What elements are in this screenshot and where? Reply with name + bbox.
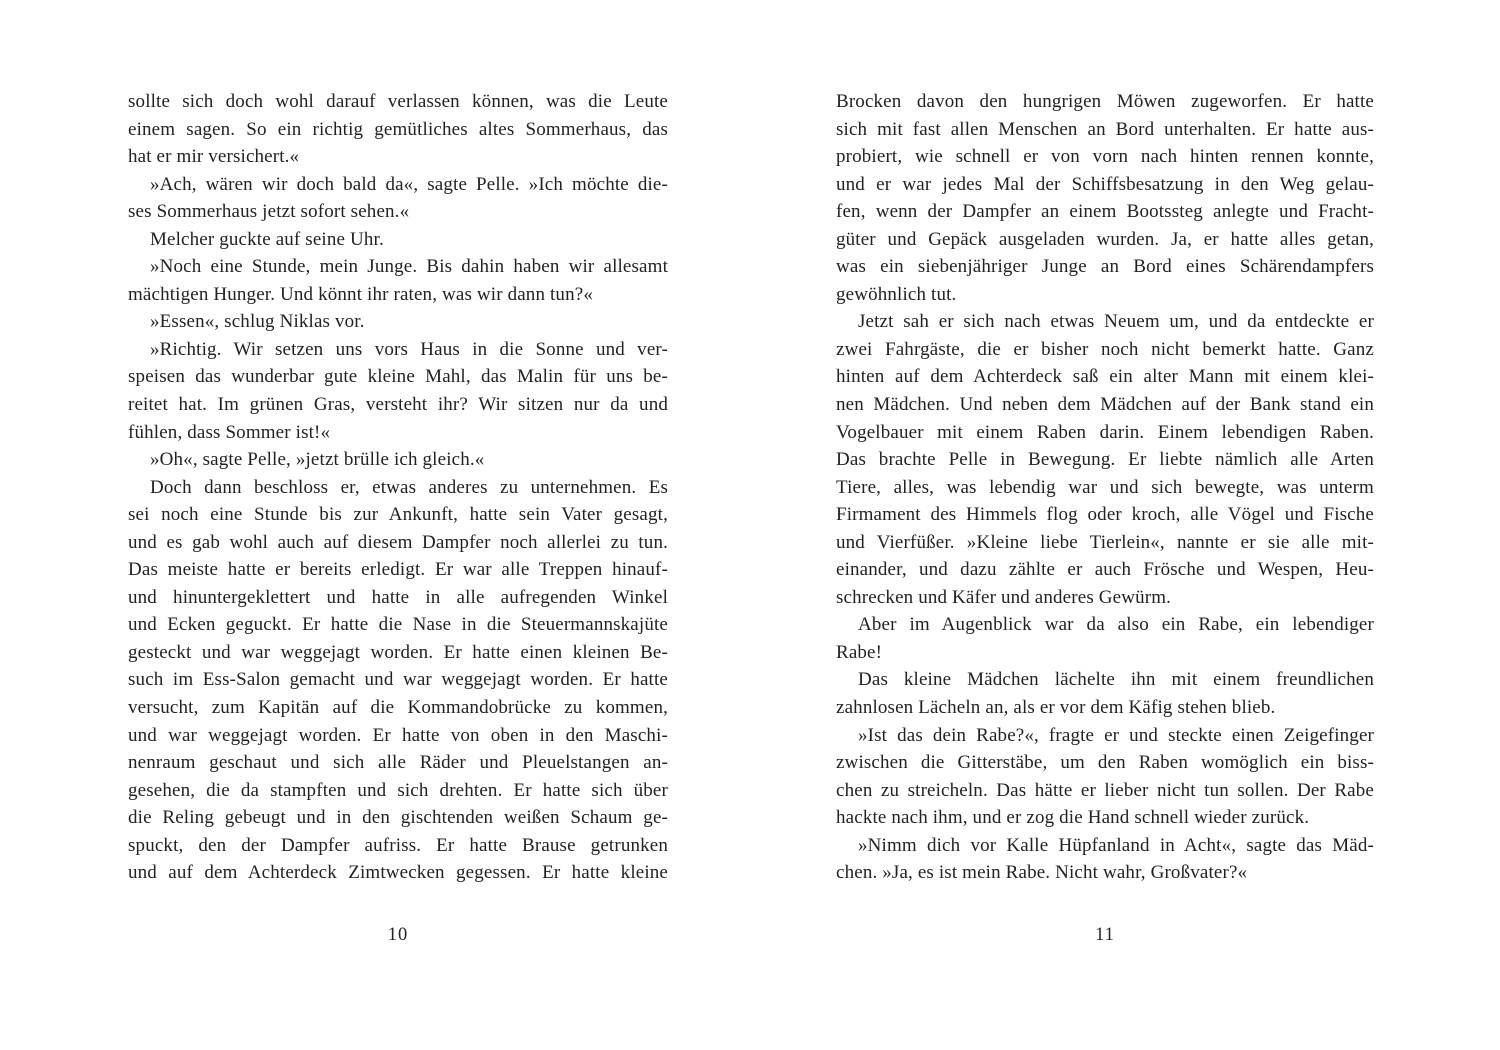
text-line: zwei Fahrgäste, die er bisher noch nicht bemerkt hatte. Ganz — [836, 338, 1374, 360]
text-line: Vogelbauer mit einem Raben darin. Einem lebendigen Raben. — [836, 421, 1374, 443]
text-line: »Essen«, schlug Niklas vor. — [150, 311, 365, 333]
text-line: sich mit fast allen Menschen an Bord unterhalten. Er hatte aus- — [836, 118, 1374, 140]
left-page-text-column — [128, 88, 668, 887]
text-line: »Noch eine Stunde, mein Junge. Bis dahin haben wir allesamt — [150, 256, 668, 278]
text-line: Rabe! — [836, 641, 883, 663]
text-line: »Nimm dich vor Kalle Hüpfanland in Acht«, sagte das Mäd- — [858, 834, 1374, 856]
text-line: chen. »Ja, es ist mein Rabe. Nicht wahr, Großvater?« — [836, 862, 1248, 884]
text-line: Melcher guckte auf seine Uhr. — [150, 228, 384, 250]
left-page-number: 10 — [387, 925, 409, 945]
text-line: hat er mir versichert.« — [128, 146, 300, 168]
text-line: probiert, wie schnell er von vorn nach hinten rennen konnte, — [836, 146, 1374, 168]
text-line: sei noch eine Stunde bis zur Ankunft, hatte sein Vater gesagt, — [128, 504, 668, 526]
text-line: gesteckt und war weggejagt worden. Er hatte einen kleinen Be- — [128, 641, 668, 663]
text-line: zahnlosen Lächeln an, als er vor dem Käfig stehen blieb. — [836, 697, 1276, 719]
text-line: »Oh«, sagte Pelle, »jetzt brülle ich gleich.« — [150, 449, 485, 471]
text-line: zwischen die Gitterstäbe, um den Raben womöglich ein biss- — [836, 752, 1374, 774]
text-line: gesehen, die da stampften und sich drehten. Er hatte sich über — [128, 779, 668, 801]
right-page-number: 11 — [1095, 925, 1115, 945]
text-line: Jetzt sah er sich nach etwas Neuem um, und da entdeckte er — [858, 311, 1374, 333]
text-line: chen zu streicheln. Das hätte er lieber nicht tun sollen. Der Rabe — [836, 779, 1374, 801]
text-line: und er war jedes Mal der Schiffsbesatzung in den Weg gelau- — [836, 173, 1374, 195]
text-line: einem sagen. So ein richtig gemütliches altes Sommerhaus, das — [128, 118, 668, 140]
text-line: speisen das wunderbar gute kleine Mahl, das Malin für uns be- — [128, 366, 668, 388]
text-line: gewöhnlich tut. — [836, 283, 957, 305]
text-line: Tiere, alles, was lebendig war und sich bewegte, was unterm — [836, 476, 1374, 498]
text-line: was ein siebenjähriger Junge an Bord eines Schärendampfers — [836, 256, 1374, 278]
text-line: Das kleine Mädchen lächelte ihn mit einem freundlichen — [858, 669, 1374, 691]
text-line: hackte nach ihm, und er zog die Hand schnell wieder zurück. — [836, 807, 1310, 829]
text-line: »Richtig. Wir setzen uns vors Haus in die Sonne und ver- — [150, 338, 668, 360]
text-line: güter und Gepäck ausgeladen wurden. Ja, er hatte alles getan, — [836, 228, 1374, 250]
text-line: Das brachte Pelle in Bewegung. Er liebte nämlich alle Arten — [836, 449, 1374, 471]
text-line: ses Sommerhaus jetzt sofort sehen.« — [128, 201, 410, 223]
text-line: schrecken und Käfer und anderes Gewürm. — [836, 586, 1172, 608]
text-line: und Ecken geguckt. Er hatte die Nase in die Steuermannskajüte — [128, 614, 668, 636]
text-line: sollte sich doch wohl darauf verlassen können, was die Leute — [128, 91, 668, 112]
text-line: Brocken davon den hungrigen Möwen zugeworfen. Er hatte — [836, 91, 1374, 112]
text-line: und Vierfüßer. »Kleine liebe Tierlein«, nannte er sie alle mit- — [836, 531, 1374, 553]
text-line: versucht, zum Kapitän auf die Kommandobrücke zu kommen, — [128, 697, 668, 719]
text-line: Firmament des Himmels flog oder kroch, alle Vögel und Fische — [836, 504, 1374, 526]
text-line: spuckt, den der Dampfer aufriss. Er hatte Brause getrunken — [128, 834, 668, 856]
right-page — [836, 0, 1374, 1050]
text-line: einander, und dazu zählte er auch Frösche und Wespen, Heu- — [836, 559, 1374, 581]
text-line: »Ach, wären wir doch bald da«, sagte Pelle. »Ich möchte die- — [150, 173, 668, 195]
text-line: Doch dann beschloss er, etwas anderes zu unternehmen. Es — [150, 476, 668, 498]
text-line: fen, wenn der Dampfer an einem Bootssteg anlegte und Fracht- — [836, 201, 1374, 223]
text-line: »Ist das dein Rabe?«, fragte er und steckte einen Zeigefinger — [858, 724, 1374, 746]
text-line: nen Mädchen. Und neben dem Mädchen auf der Bank stand ein — [836, 394, 1374, 416]
text-line: fühlen, dass Sommer ist!« — [128, 421, 331, 443]
text-line: und war weggejagt worden. Er hatte von oben in den Maschi- — [128, 724, 668, 746]
text-line: nenraum geschaut und sich alle Räder und Pleuelstangen an- — [128, 752, 668, 774]
text-line: und es gab wohl auch auf diesem Dampfer noch allerlei zu tun. — [128, 531, 668, 553]
text-line: Aber im Augenblick war da also ein Rabe, ein lebendiger — [858, 614, 1374, 636]
text-line: und auf dem Achterdeck Zimtwecken gegessen. Er hatte kleine — [128, 862, 668, 884]
text-line: und hinuntergeklettert und hatte in alle aufregenden Winkel — [128, 586, 668, 608]
left-page — [128, 0, 668, 1050]
text-line: reitet hat. Im grünen Gras, versteht ihr? Wir sitzen nur da und — [128, 394, 668, 416]
text-line: die Reling gebeugt und in den gischtenden weißen Schaum ge- — [128, 807, 668, 829]
right-page-text-column — [836, 88, 1374, 887]
text-line: hinten auf dem Achterdeck saß ein alter Mann mit einem klei- — [836, 366, 1374, 388]
text-line: mächtigen Hunger. Und könnt ihr raten, was wir dann tun?« — [128, 283, 593, 305]
text-line: Das meiste hatte er bereits erledigt. Er war alle Treppen hinauf- — [128, 559, 668, 581]
text-line: such im Ess-Salon gemacht und war weggejagt worden. Er hatte — [128, 669, 668, 691]
